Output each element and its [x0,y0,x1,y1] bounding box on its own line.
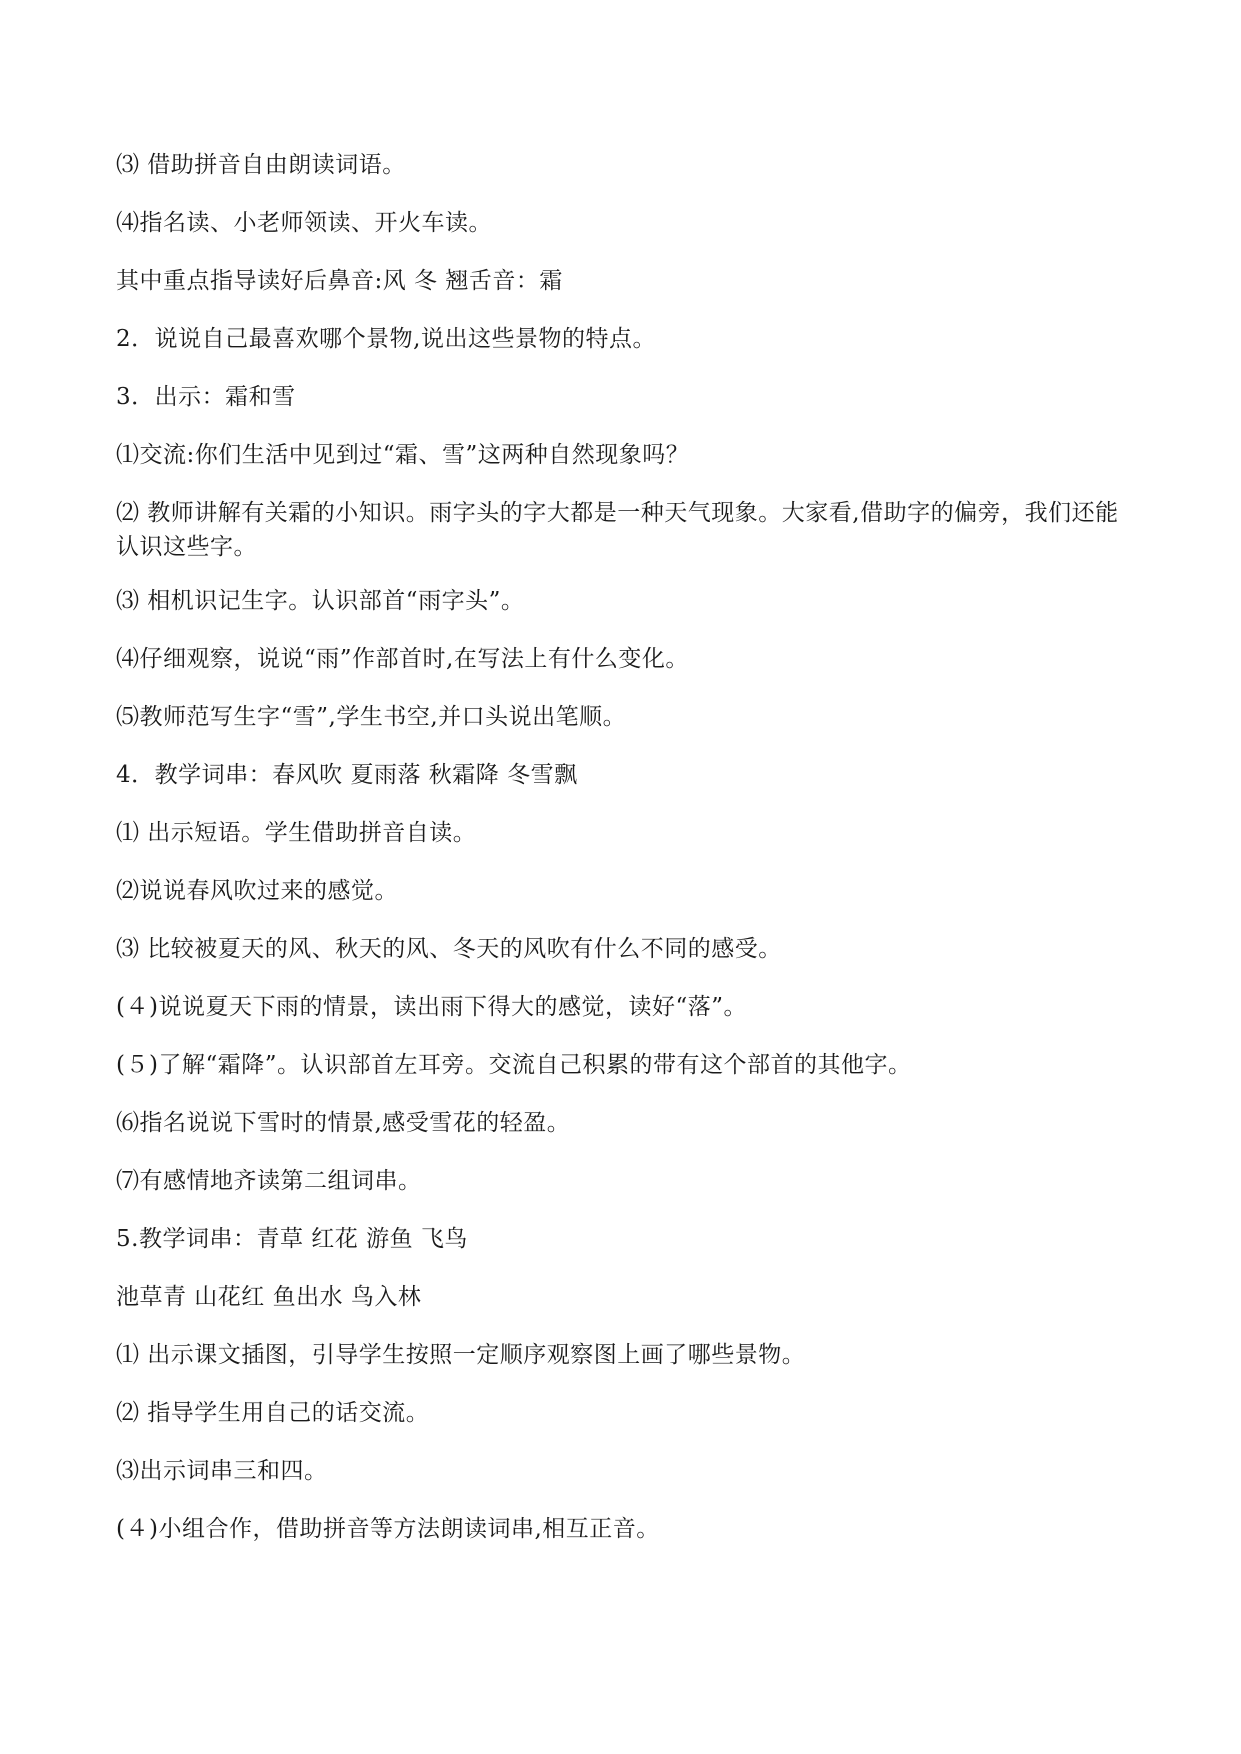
list-item: ⑴交流:你们生活中见到过“霜、雪”这两种自然现象吗？ [116,442,690,468]
list-item: ⑸教师范写生字“雪”,学生书空,并口头说出笔顺。 [116,704,627,730]
list-item: (４)说说夏天下雨的情景，读出雨下得大的感觉，读好“落”。 [116,994,747,1020]
paragraph: 其中重点指导读好后鼻音:风 冬 翘舌音：霜 [116,268,563,294]
list-item: ⑷指名读、小老师领读、开火车读。 [116,210,492,236]
list-item: ⑴ 出示课文插图，引导学生按照一定顺序观察图上画了哪些景物。 [116,1342,806,1368]
section-heading: 2．说说自己最喜欢哪个景物,说出这些景物的特点。 [116,326,656,352]
list-item: (４)小组合作，借助拼音等方法朗读词串,相互正音。 [116,1516,660,1542]
section-heading: 3．出示：霜和雪 [116,384,296,410]
section-heading: 5.教学词串：青草 红花 游鱼 飞鸟 [116,1226,468,1252]
list-item: ⑶ 借助拼音自由朗读词语。 [116,152,406,178]
paragraph: 池草青 山花红 鱼出水 鸟入林 [116,1284,422,1310]
list-item: ⑴ 出示短语。学生借助拼音自读。 [116,820,477,846]
list-item: ⑶ 相机识记生字。认识部首“雨字头”。 [116,588,525,614]
list-item: (５)了解“霜降”。认识部首左耳旁。交流自己积累的带有这个部首的其他字。 [116,1052,912,1078]
list-item: ⑵说说春风吹过来的感觉。 [116,878,398,904]
list-item: ⑵ 教师讲解有关霜的小知识。雨字头的字大都是一种天气现象。大家看,借助字的偏旁，我们还能认识这些字。 [116,500,1119,560]
section-heading: 4．教学词串：春风吹 夏雨落 秋霜降 冬雪飘 [116,762,578,788]
list-item: ⑵ 指导学生用自己的话交流。 [116,1400,430,1426]
list-item: ⑶出示词串三和四。 [116,1458,328,1484]
list-item: ⑺有感情地齐读第二组词串。 [116,1168,422,1194]
list-item: ⑷仔细观察，说说“雨”作部首时,在写法上有什么变化。 [116,646,689,672]
list-item: ⑶ 比较被夏天的风、秋天的风、冬天的风吹有什么不同的感受。 [116,936,782,962]
list-item: ⑹指名说说下雪时的情景,感受雪花的轻盈。 [116,1110,571,1136]
